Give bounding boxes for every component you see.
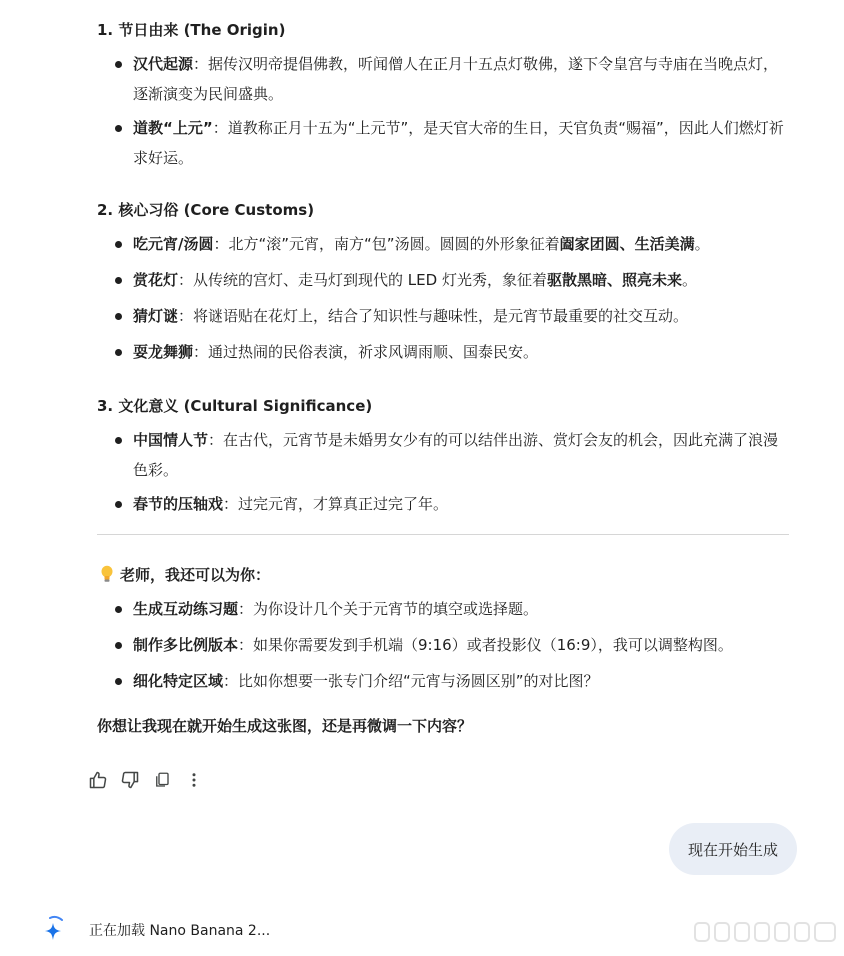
item-term: 道教“上元” [133, 119, 213, 137]
list-item [133, 666, 793, 696]
bullet [115, 606, 122, 613]
watermark [693, 921, 839, 943]
item-term: 吃元宵/汤圆 [133, 235, 214, 253]
list-item [133, 229, 793, 259]
item-term: 猜灯谜 [133, 307, 179, 325]
list-item [133, 630, 793, 660]
section-customs-heading: 2. 核心习俗 (Core Customs) [97, 201, 315, 219]
item-term: 春节的压轴戏 [133, 495, 224, 513]
closing-question: 你想让我现在就开始生成这张图，还是再微调一下内容？ [97, 717, 473, 735]
bullet [115, 241, 122, 248]
item-term: 赏花灯 [133, 271, 179, 289]
user-message-text: 现在开始生成 [687, 840, 778, 859]
item-term: 制作多比例版本 [133, 636, 239, 654]
item-term: 中国情人节 [133, 431, 209, 449]
offer-heading [100, 565, 270, 585]
item-text: ：为你设计几个关于元宵节的填空或选择题。 [238, 600, 539, 618]
list-item [133, 113, 793, 173]
item-text: ：北方“滚”元宵，南方“包”汤圆。圆圆的外形象征着 [213, 235, 560, 253]
copy-icon[interactable] [151, 769, 173, 791]
item-text: ：通过热闹的民俗表演，祈求风调雨顺、国泰民安。 [193, 343, 539, 361]
item-text: ：道教称正月十五为“上元节”，是天官大帝的生日，天官负责“赐福”，因此人们燃灯祈求好运。 [133, 119, 784, 167]
item-text: ：从传统的宫灯、走马灯到现代的 LED 灯光秀，象征着 [178, 271, 547, 289]
item-emphasis: 阖家团圆、生活美满 [559, 235, 695, 253]
item-text: ：如果你需要发到手机端（9:16）或者投影仪（16:9），我可以调整构图。 [238, 636, 733, 654]
list-item [133, 49, 793, 109]
section-significance-heading: 3. 文化意义 (Cultural Significance) [97, 397, 373, 415]
thumb-down-icon[interactable] [119, 769, 141, 791]
item-term: 耍龙舞狮 [133, 343, 194, 361]
user-message-bubble [669, 823, 797, 875]
divider [97, 534, 789, 535]
bullet [115, 277, 122, 284]
item-text: ：在古代，元宵节是未婚男女少有的可以结伴出游、赏灯会友的机会，因此充满了浪漫色彩。 [133, 431, 779, 479]
thumb-up-icon[interactable] [87, 769, 109, 791]
item-text: ：过完元宵，才算真正过完了年。 [223, 495, 449, 513]
bullet [115, 349, 122, 356]
item-tail: 。 [694, 235, 710, 253]
loading-status: 正在加载 Nano Banana 2... [89, 923, 271, 939]
gemini-spark-icon [42, 914, 68, 944]
item-text: ：据传汉明帝提倡佛教，听闻僧人在正月十五点灯敬佛，遂下令皇宫与寺庙在当晚点灯，逐渐演变为民间盛典。 [133, 55, 779, 103]
more-vert-icon[interactable] [183, 769, 205, 791]
item-tail: 。 [681, 271, 697, 289]
bullet [115, 313, 122, 320]
list-item [133, 337, 793, 367]
bullet [115, 437, 122, 444]
item-emphasis: 驱散黑暗、照亮未来 [546, 271, 682, 289]
list-item [133, 489, 793, 519]
section-origin-heading: 1. 节日由来 (The Origin) [97, 21, 286, 39]
bullet [115, 61, 122, 68]
list-item [133, 594, 793, 624]
list-item [133, 301, 793, 331]
list-item [133, 265, 793, 295]
list-item [133, 425, 793, 485]
item-term: 生成互动练习题 [133, 600, 239, 618]
bullet [115, 501, 122, 508]
offer-heading-text: 老师，我还可以为你： [120, 566, 271, 584]
lightbulb-icon [100, 565, 114, 583]
item-text: ：将谜语贴在花灯上，结合了知识性与趣味性，是元宵节最重要的社交互动。 [178, 307, 689, 325]
item-term: 细化特定区域 [133, 672, 224, 690]
item-term: 汉代起源 [133, 55, 194, 73]
bullet [115, 678, 122, 685]
item-text: ：比如你想要一张专门介绍“元宵与汤圆区别”的对比图？ [223, 672, 599, 690]
bullet [115, 642, 122, 649]
bullet [115, 125, 122, 132]
